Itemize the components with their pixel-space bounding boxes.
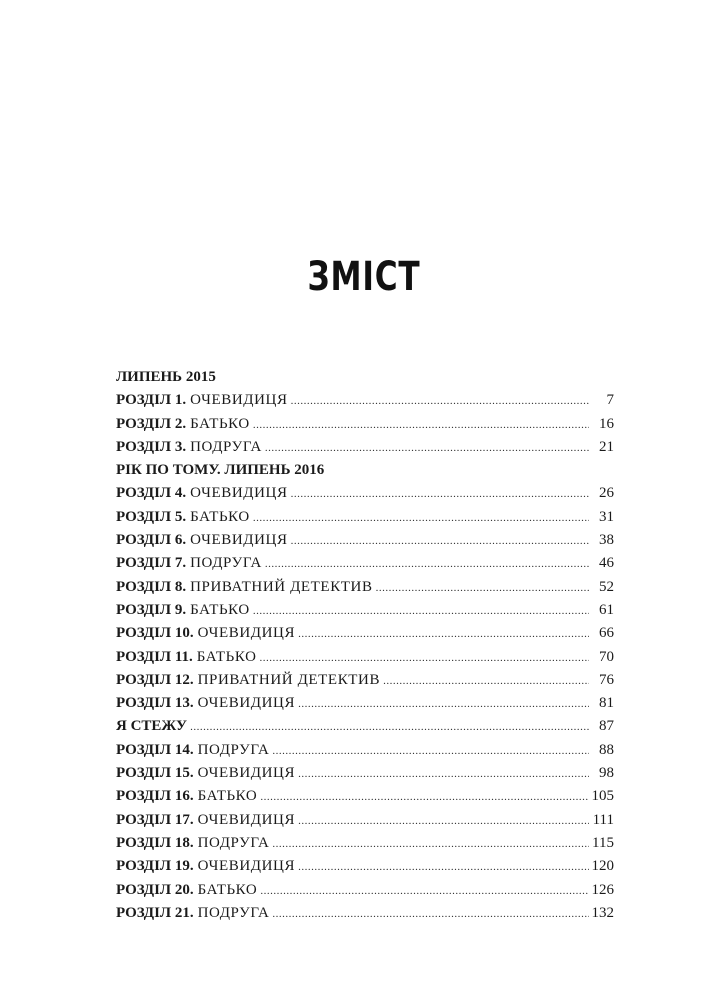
page-number: 46 [599,555,614,572]
chapter-title: ОЧЕВИДИЦЯ [197,695,296,712]
page-number: 7 [606,392,614,409]
page-number: 76 [599,671,614,688]
chapter-number: РОЗДІЛ 13. [116,695,194,712]
page-number: 66 [599,625,614,642]
chapter-title: ПОДРУГА [197,741,270,758]
chapter-number: РОЗДІЛ 9. [116,601,187,618]
toc-entry [116,576,614,599]
chapter-number: РОЗДІЛ 21. [116,904,194,921]
toc-entry [116,739,614,762]
chapter-number: РОЗДІЛ 2. [116,415,187,432]
chapter-title: БАТЬКО [197,881,258,898]
dot-leader [291,530,589,553]
toc-entry [116,552,614,575]
toc-entry [116,809,614,832]
chapter-number: РОЗДІЛ 8. [116,578,187,595]
chapter-number: РОЗДІЛ 4. [116,485,187,502]
dot-leader [253,600,589,623]
page-number: 120 [591,858,614,875]
dot-leader [253,507,589,530]
chapter-number: РОЗДІЛ 12. [116,671,194,688]
page-title: ЗМІСТ [307,254,421,300]
toc-entry [116,692,614,715]
chapter-title: ОЧЕВИДИЦЯ [197,625,296,642]
toc-section-heading: РІК ПО ТОМУ. ЛИПЕНЬ 2016 [116,462,325,479]
chapter-title: ОЧЕВИДИЦЯ [197,765,296,782]
toc-entry [116,855,614,878]
chapter-title: ПРИВАТНИЙ ДЕТЕКТИВ [197,671,381,688]
chapter-title: ПРИВАТНИЙ ДЕТЕКТИВ [190,578,373,595]
page-number: 132 [591,904,614,921]
toc-entry [116,529,614,552]
chapter-title: БАТЬКО [190,415,250,432]
chapter-number: РОЗДІЛ 16. [116,788,194,805]
page-number: 98 [599,765,614,782]
dot-leader [190,716,589,739]
chapter-title: ПОДРУГА [190,555,262,572]
chapter-title: ПОДРУГА [197,904,270,921]
page-number: 105 [591,788,614,805]
chapter-title: ОЧЕВИДИЦЯ [190,485,288,502]
chapter-title: БАТЬКО [197,788,258,805]
chapter-number: РОЗДІЛ 7. [116,555,187,572]
dot-leader [291,390,589,413]
page-number: 16 [599,415,614,432]
page-number: 115 [592,834,614,851]
toc-entry [116,436,614,459]
toc-entry [116,482,614,505]
toc-entry [116,389,614,412]
chapter-title: БАТЬКО [190,601,250,618]
dot-leader [260,786,588,809]
page-number: 88 [599,741,614,758]
chapter-number: РОЗДІЛ 11. [116,648,193,665]
chapter-title: ОЧЕВИДИЦЯ [197,858,296,875]
dot-leader [272,833,589,856]
toc-entry [116,715,614,738]
page-number: 21 [599,438,614,455]
toc-entry [116,879,614,902]
toc-entry [116,506,614,529]
dot-leader [383,670,589,693]
table-of-contents [116,366,614,925]
chapter-title: ОЧЕВИДИЦЯ [190,392,288,409]
chapter-number: РОЗДІЛ 1. [116,392,187,409]
toc-entry [116,669,614,692]
toc-entry [116,646,614,669]
page-number: 52 [599,578,614,595]
page-number: 70 [599,648,614,665]
dot-leader [298,623,589,646]
chapter-number: РОЗДІЛ 6. [116,532,187,549]
dot-leader [298,856,588,879]
chapter-title: БАТЬКО [190,508,250,525]
page-number: 87 [599,718,614,735]
dot-leader [260,880,588,903]
page-number: 31 [599,508,614,525]
toc-entry [116,599,614,622]
page-number: 38 [599,532,614,549]
dot-leader [298,810,589,833]
chapter-number: РОЗДІЛ 14. [116,741,194,758]
chapter-title: ПОДРУГА [190,438,262,455]
toc-entry [116,622,614,645]
dot-leader [272,903,588,926]
page-number: 61 [599,601,614,618]
chapter-number: РОЗДІЛ 5. [116,508,187,525]
chapter-title: ОЧЕВИДИЦЯ [190,532,288,549]
dot-leader [298,763,589,786]
chapter-number: РОЗДІЛ 3. [116,438,187,455]
toc-section-heading: ЛИПЕНЬ 2015 [116,369,216,385]
page-number: 111 [592,811,614,828]
dot-leader [265,553,589,576]
chapter-number: РОЗДІЛ 15. [116,765,194,782]
dot-leader [260,647,589,670]
chapter-number: РОЗДІЛ 10. [116,625,194,642]
chapter-number: РОЗДІЛ 20. [116,881,194,898]
chapter-title: ПОДРУГА [197,834,270,851]
page-number: 81 [599,695,614,712]
chapter-number: РОЗДІЛ 19. [116,858,194,875]
dot-leader [265,437,589,460]
toc-entry [116,832,614,855]
toc-entry [116,902,614,925]
page-number: 26 [599,485,614,502]
dot-leader [291,483,589,506]
chapter-title: ОЧЕВИДИЦЯ [197,811,296,828]
chapter-number: РОЗДІЛ 17. [116,811,194,828]
page-number: 126 [591,881,614,898]
dot-leader [376,577,589,600]
chapter-number: Я СТЕЖУ [116,718,188,735]
chapter-number: РОЗДІЛ 18. [116,834,194,851]
chapter-title: БАТЬКО [196,648,257,665]
dot-leader [272,740,589,763]
toc-entry [116,785,614,808]
toc-entry [116,762,614,785]
dot-leader [253,414,589,437]
dot-leader [298,693,589,716]
toc-entry [116,413,614,436]
